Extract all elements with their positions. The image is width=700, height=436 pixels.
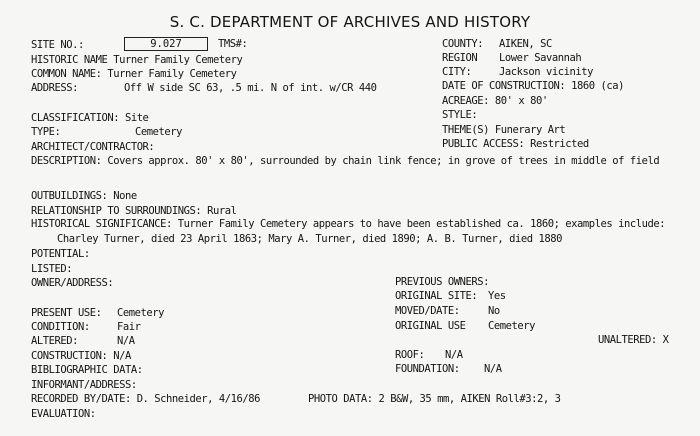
potential: POTENTIAL: [31, 248, 90, 260]
construction: CONSTRUCTION: N/A [31, 350, 131, 362]
listed: LISTED: [31, 263, 73, 275]
historic-name: HISTORIC NAME Turner Family Cemetery [31, 54, 243, 66]
themes: THEME(S) Funerary Art [442, 124, 566, 136]
original-use-value: Cemetery [488, 320, 535, 332]
relationship: RELATIONSHIP TO SURROUNDINGS: Rural [31, 205, 237, 217]
date-of-construction: DATE OF CONSTRUCTION: 1860 (ca) [442, 80, 625, 92]
outbuildings: OUTBUILDINGS: None [31, 190, 137, 202]
county-value: AIKEN, SC [499, 38, 552, 50]
present-use-label: PRESENT USE: [31, 307, 102, 319]
site-no-label: SITE NO.: [31, 39, 84, 51]
previous-owners: PREVIOUS OWNERS: [395, 276, 489, 288]
original-site-label: ORIGINAL SITE: [395, 290, 478, 302]
significance-detail: Charley Turner, died 23 April 1863; Mary A. Turner, died 1890; A. B. Turner, died 1880 [57, 233, 562, 245]
type-label: TYPE: [31, 126, 61, 138]
bibliographic-data: BIBLIOGRAPHIC DATA: [31, 364, 143, 376]
moved-date-label: MOVED/DATE: [395, 305, 460, 317]
region-value: Lower Savannah [499, 52, 582, 64]
type-value: Cemetery [135, 126, 182, 138]
altered-label: ALTERED: [31, 335, 78, 347]
foundation-label: FOUNDATION: [395, 363, 460, 375]
foundation-value: N/A [484, 363, 502, 375]
acreage: ACREAGE: 80' x 80' [442, 95, 548, 107]
roof-value: N/A [445, 349, 463, 361]
region-label: REGION [442, 52, 478, 64]
informant-address: INFORMANT/ADDRESS: [31, 379, 137, 391]
historical-significance: HISTORICAL SIGNIFICANCE: Turner Family Cemetery appears to have been established ca. 1860; examples include: [31, 218, 666, 230]
photo-data: PHOTO DATA: 2 B&W, 35 mm, AIKEN Roll#3:2, 3 [308, 393, 561, 405]
original-site-value: Yes [488, 290, 506, 302]
present-use-value: Cemetery [117, 307, 164, 319]
classification: CLASSIFICATION: Site [31, 112, 149, 124]
card-title: S. C. DEPARTMENT OF ARCHIVES AND HISTORY [169, 13, 531, 31]
site-no-value: 9.027 [124, 37, 208, 51]
altered-value: N/A [117, 335, 135, 347]
county-label: COUNTY: [442, 38, 484, 50]
condition-value: Fair [117, 321, 141, 333]
description: DESCRIPTION: Covers approx. 80' x 80', surrounded by chain link fence; in grove of trees in middle of field [31, 155, 660, 167]
public-access: PUBLIC ACCESS: Restricted [442, 138, 589, 150]
address-label: ADDRESS: [31, 82, 78, 94]
unaltered: UNALTERED: X [598, 334, 669, 346]
evaluation: EVALUATION: [31, 408, 96, 420]
original-use-label: ORIGINAL USE [395, 320, 466, 332]
recorded-by-date: RECORDED BY/DATE: D. Schneider, 4/16/86 [31, 393, 260, 405]
address-value: Off W side SC 63, .5 mi. N of int. w/CR 440 [124, 82, 377, 94]
moved-date-value: No [488, 305, 500, 317]
architect-contractor: ARCHITECT/CONTRACTOR: [31, 141, 155, 153]
roof-label: ROOF: [395, 349, 425, 361]
style: STYLE: [442, 109, 478, 121]
common-name: COMMON NAME: Turner Family Cemetery [31, 68, 237, 80]
tms-label: TMS#: [218, 38, 248, 50]
owner-address: OWNER/ADDRESS: [31, 277, 114, 289]
condition-label: CONDITION: [31, 321, 90, 333]
city-label: CITY: [442, 66, 472, 78]
city-value: Jackson vicinity [499, 66, 593, 78]
